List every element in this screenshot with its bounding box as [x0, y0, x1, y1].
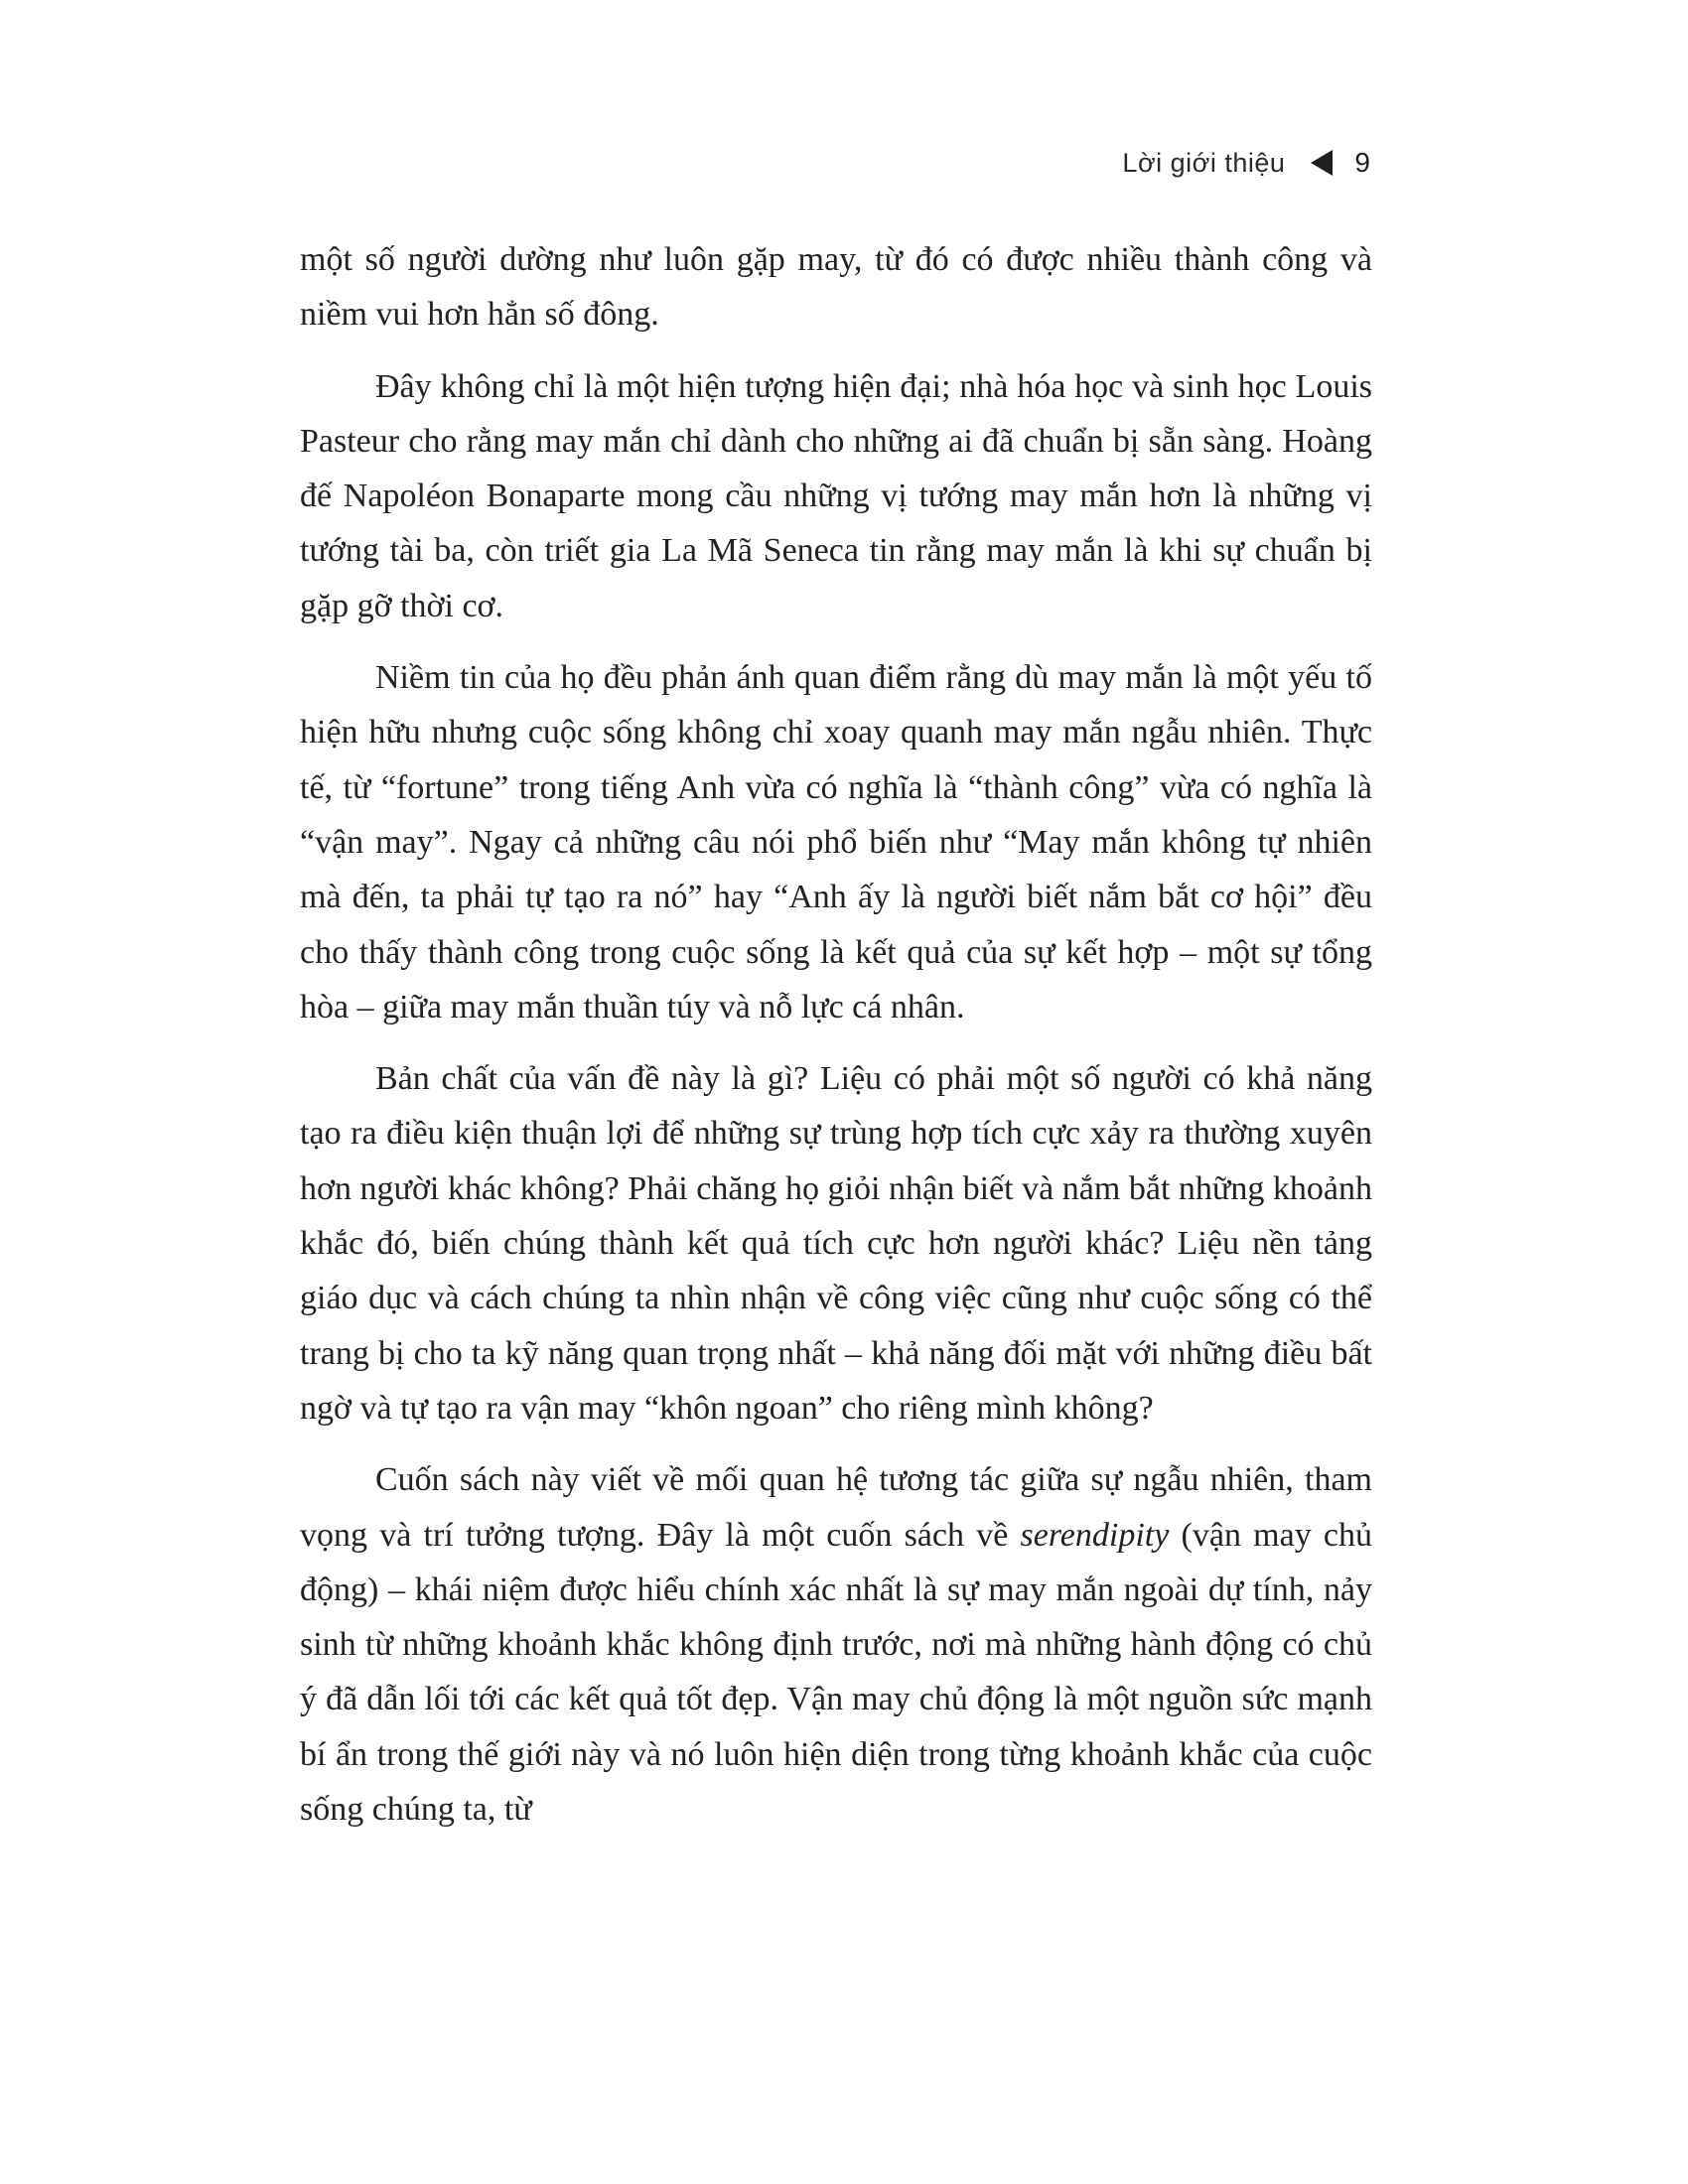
triangle-left-icon [1311, 150, 1333, 176]
paragraph-text: Cuốn sách này viết về mối quan hệ tương tác giữa sự ngẫu nhiên, tham vọng và trí tưởng tượng. Đây là một cuốn sách về [300, 1461, 1372, 1554]
paragraph-last [300, 1452, 1372, 1837]
paragraph-text: (vận may chủ động) – khái niệm được hiểu chính xác nhất là sự may mắn ngoài dự tính, nảy sinh từ những khoảnh khắc không định trước, nơi mà những hành động có chủ ý đã dẫn lối tới các kết quả tốt đẹp. Vận may chủ động là một nguồn sức mạnh bí ẩn trong thế giới này và nó luôn hiện diện trong từng khoảnh khắc của cuộc sống chúng ta, từ [300, 1516, 1373, 1829]
paragraph: Đây không chỉ là một hiện tượng hiện đại; nhà hóa học và sinh học Louis Pasteur cho rằng may mắn chỉ dành cho những ai đã chuẩn bị sẵn sàng. Hoàng đế Napoléon Bonaparte mong cầu những vị tướng may mắn hơn là những vị tướng tài ba, còn triết gia La Mã Seneca tin rằng may mắn là khi sự chuẩn bị gặp gỡ thời cơ. [300, 367, 1372, 624]
body-text [300, 232, 1372, 1837]
paragraph-continued: một số người dường như luôn gặp may, từ đó có được nhiều thành công và niềm vui hơn hẳn số đông. [300, 241, 1372, 334]
running-header [1122, 143, 1370, 183]
paragraph: Niềm tin của họ đều phản ánh quan điểm rằng dù may mắn là một yếu tố hiện hữu nhưng cuộc sống không chỉ xoay quanh may mắn ngẫu nhiên. Thực tế, từ “fortune” trong tiếng Anh vừa có nghĩa là “thành công” vừa có nghĩa là “vận may”. Ngay cả những câu nói phổ biến như “May mắn không tự nhiên mà đến, ta phải tự tạo ra nó” hay “Anh ấy là người biết nắm bắt cơ hội” đều cho thấy thành công trong cuộc sống là kết quả của sự kết hợp – một sự tổng hòa – giữa may mắn thuần túy và nỗ lực cá nhân. [300, 659, 1372, 1025]
page-number: 9 [1354, 147, 1370, 178]
paragraph: Bản chất của vấn đề này là gì? Liệu có phải một số người có khả năng tạo ra điều kiện thuận lợi để những sự trùng hợp tích cực xảy ra thường xuyên hơn người khác không? Phải chăng họ giỏi nhận biết và nắm bắt những khoảnh khắc đó, biến chúng thành kết quả tích cực hơn người khác? Liệu nền tảng giáo dục và cách chúng ta nhìn nhận về công việc cũng như cuộc sống có thể trang bị cho ta kỹ năng quan trọng nhất – khả năng đối mặt với những điều bất ngờ và tự tạo ra vận may “khôn ngoan” cho riêng mình không? [300, 1060, 1372, 1427]
emphasis-term: serendipity [1020, 1516, 1170, 1554]
section-title: Lời giới thiệu [1122, 147, 1286, 178]
